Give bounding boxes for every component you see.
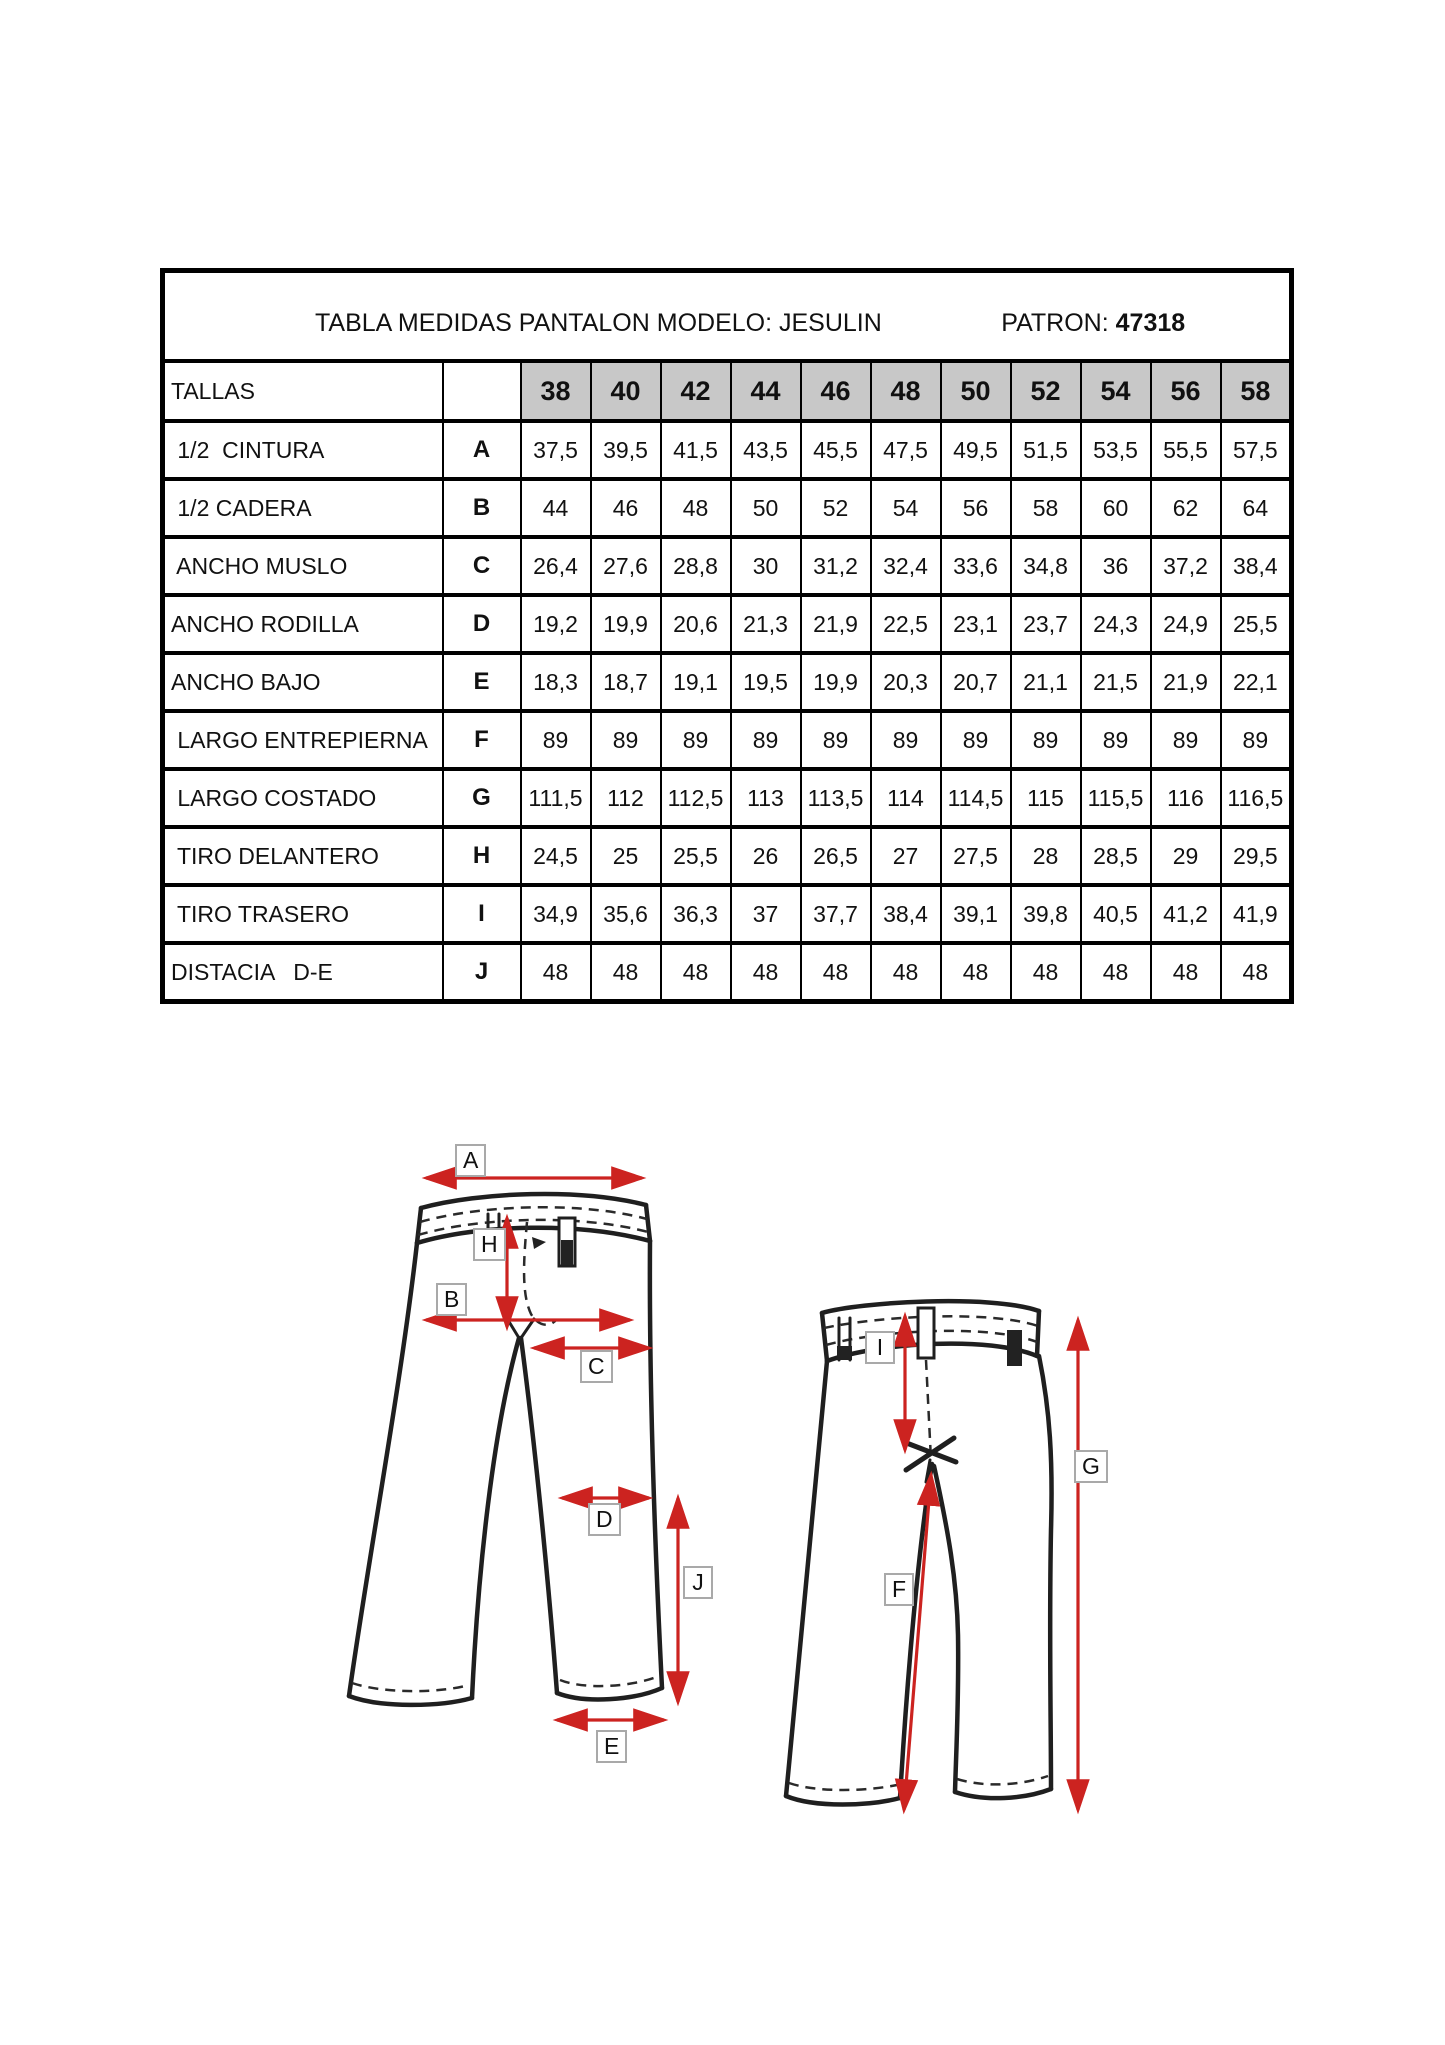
value-cell: 19,1 [661, 653, 731, 711]
value-cell: 48 [591, 943, 661, 1002]
row-label: DISTACIA D-E [163, 943, 443, 1002]
size-header-cell: 46 [801, 361, 871, 421]
value-cell: 47,5 [871, 421, 941, 479]
row-letter: B [443, 479, 521, 537]
value-cell: 30 [731, 537, 801, 595]
value-cell: 52 [801, 479, 871, 537]
value-cell: 48 [941, 943, 1011, 1002]
patron-number: PATRON: 47318 [1001, 308, 1186, 337]
row-label: ANCHO RODILLA [163, 595, 443, 653]
measurement-row [163, 827, 1292, 885]
table-title: TABLA MEDIDAS PANTALON MODELO: JESULIN [315, 308, 882, 337]
diagram-label-a: A [455, 1144, 486, 1177]
value-cell: 48 [661, 479, 731, 537]
value-cell: 22,1 [1221, 653, 1292, 711]
value-cell: 19,2 [521, 595, 591, 653]
value-cell: 28 [1011, 827, 1081, 885]
empty-cell [443, 361, 521, 421]
value-cell: 21,3 [731, 595, 801, 653]
value-cell: 29 [1151, 827, 1221, 885]
value-cell: 89 [871, 711, 941, 769]
tallas-label: TALLAS [163, 361, 443, 421]
value-cell: 115,5 [1081, 769, 1151, 827]
value-cell: 49,5 [941, 421, 1011, 479]
value-cell: 56 [941, 479, 1011, 537]
value-cell: 19,9 [801, 653, 871, 711]
value-cell: 43,5 [731, 421, 801, 479]
diagram-label-c: C [580, 1350, 613, 1383]
row-letter: J [443, 943, 521, 1002]
value-cell: 89 [801, 711, 871, 769]
value-cell: 20,7 [941, 653, 1011, 711]
value-cell: 89 [591, 711, 661, 769]
value-cell: 64 [1221, 479, 1292, 537]
value-cell: 53,5 [1081, 421, 1151, 479]
value-cell: 41,9 [1221, 885, 1292, 943]
diagram-label-f: F [884, 1573, 914, 1606]
value-cell: 89 [941, 711, 1011, 769]
row-label: ANCHO BAJO [163, 653, 443, 711]
value-cell: 48 [521, 943, 591, 1002]
value-cell: 62 [1151, 479, 1221, 537]
value-cell: 33,6 [941, 537, 1011, 595]
value-cell: 48 [871, 943, 941, 1002]
value-cell: 31,2 [801, 537, 871, 595]
measurement-row [163, 421, 1292, 479]
value-cell: 27 [871, 827, 941, 885]
value-cell: 24,3 [1081, 595, 1151, 653]
value-cell: 25 [591, 827, 661, 885]
value-cell: 51,5 [1011, 421, 1081, 479]
value-cell: 48 [801, 943, 871, 1002]
row-label: TIRO TRASERO [163, 885, 443, 943]
value-cell: 23,7 [1011, 595, 1081, 653]
value-cell: 20,6 [661, 595, 731, 653]
diagram-label-d: D [588, 1503, 621, 1536]
value-cell: 45,5 [801, 421, 871, 479]
value-cell: 58 [1011, 479, 1081, 537]
row-label: ANCHO MUSLO [163, 537, 443, 595]
value-cell: 24,9 [1151, 595, 1221, 653]
measurement-row [163, 537, 1292, 595]
row-label: LARGO COSTADO [163, 769, 443, 827]
value-cell: 26,4 [521, 537, 591, 595]
row-letter: A [443, 421, 521, 479]
size-header-cell: 38 [521, 361, 591, 421]
value-cell: 25,5 [1221, 595, 1292, 653]
value-cell: 89 [1151, 711, 1221, 769]
value-cell: 46 [591, 479, 661, 537]
diagram-label-j: J [683, 1566, 713, 1599]
diagram-label-e: E [596, 1730, 627, 1763]
diagram-label-g: G [1074, 1450, 1108, 1483]
diagram-label-h: H [473, 1228, 506, 1261]
value-cell: 48 [1151, 943, 1221, 1002]
value-cell: 48 [1011, 943, 1081, 1002]
value-cell: 89 [521, 711, 591, 769]
value-cell: 89 [1221, 711, 1292, 769]
row-label: LARGO ENTREPIERNA [163, 711, 443, 769]
value-cell: 28,5 [1081, 827, 1151, 885]
value-cell: 112,5 [661, 769, 731, 827]
value-cell: 111,5 [521, 769, 591, 827]
size-header-cell: 52 [1011, 361, 1081, 421]
value-cell: 48 [1221, 943, 1292, 1002]
value-cell: 113,5 [801, 769, 871, 827]
value-cell: 27,5 [941, 827, 1011, 885]
value-cell: 36 [1081, 537, 1151, 595]
value-cell: 18,7 [591, 653, 661, 711]
row-letter: C [443, 537, 521, 595]
value-cell: 27,6 [591, 537, 661, 595]
value-cell: 39,5 [591, 421, 661, 479]
measurement-row [163, 943, 1292, 1002]
value-cell: 89 [731, 711, 801, 769]
row-label: TIRO DELANTERO [163, 827, 443, 885]
value-cell: 35,6 [591, 885, 661, 943]
value-cell: 38,4 [871, 885, 941, 943]
measurement-row [163, 769, 1292, 827]
value-cell: 114 [871, 769, 941, 827]
value-cell: 37,2 [1151, 537, 1221, 595]
value-cell: 37,7 [801, 885, 871, 943]
size-header-cell: 56 [1151, 361, 1221, 421]
value-cell: 37,5 [521, 421, 591, 479]
size-header-cell: 54 [1081, 361, 1151, 421]
size-header-cell: 40 [591, 361, 661, 421]
value-cell: 21,9 [801, 595, 871, 653]
value-cell: 21,9 [1151, 653, 1221, 711]
value-cell: 89 [661, 711, 731, 769]
value-cell: 48 [661, 943, 731, 1002]
value-cell: 50 [731, 479, 801, 537]
pants-drawing [250, 1130, 1170, 1845]
value-cell: 28,8 [661, 537, 731, 595]
measurement-row [163, 885, 1292, 943]
row-letter: I [443, 885, 521, 943]
value-cell: 24,5 [521, 827, 591, 885]
size-header-cell: 50 [941, 361, 1011, 421]
value-cell: 39,1 [941, 885, 1011, 943]
value-cell: 36,3 [661, 885, 731, 943]
value-cell: 39,8 [1011, 885, 1081, 943]
value-cell: 21,1 [1011, 653, 1081, 711]
value-cell: 23,1 [941, 595, 1011, 653]
value-cell: 26 [731, 827, 801, 885]
sizes-header-row [163, 361, 1292, 421]
pants-diagram [250, 1130, 1170, 1845]
value-cell: 116 [1151, 769, 1221, 827]
value-cell: 114,5 [941, 769, 1011, 827]
title-cell [163, 271, 1292, 362]
value-cell: 41,2 [1151, 885, 1221, 943]
value-cell: 115 [1011, 769, 1081, 827]
value-cell: 116,5 [1221, 769, 1292, 827]
value-cell: 41,5 [661, 421, 731, 479]
value-cell: 34,9 [521, 885, 591, 943]
pants-back-drawing [786, 1301, 1052, 1804]
value-cell: 26,5 [801, 827, 871, 885]
row-label: 1/2 CADERA [163, 479, 443, 537]
value-cell: 32,4 [871, 537, 941, 595]
measurement-arrows [426, 1178, 1078, 1810]
value-cell: 57,5 [1221, 421, 1292, 479]
value-cell: 20,3 [871, 653, 941, 711]
value-cell: 38,4 [1221, 537, 1292, 595]
value-cell: 113 [731, 769, 801, 827]
title-row [163, 271, 1292, 362]
diagram-label-i: I [865, 1331, 895, 1364]
value-cell: 48 [1081, 943, 1151, 1002]
size-header-cell: 48 [871, 361, 941, 421]
value-cell: 29,5 [1221, 827, 1292, 885]
row-letter: E [443, 653, 521, 711]
value-cell: 55,5 [1151, 421, 1221, 479]
measurement-row [163, 711, 1292, 769]
value-cell: 89 [1081, 711, 1151, 769]
size-header-cell: 42 [661, 361, 731, 421]
value-cell: 54 [871, 479, 941, 537]
value-cell: 19,5 [731, 653, 801, 711]
value-cell: 40,5 [1081, 885, 1151, 943]
value-cell: 25,5 [661, 827, 731, 885]
row-letter: G [443, 769, 521, 827]
measurement-row [163, 653, 1292, 711]
value-cell: 19,9 [591, 595, 661, 653]
value-cell: 44 [521, 479, 591, 537]
value-cell: 21,5 [1081, 653, 1151, 711]
value-cell: 48 [731, 943, 801, 1002]
value-cell: 37 [731, 885, 801, 943]
value-cell: 34,8 [1011, 537, 1081, 595]
value-cell: 22,5 [871, 595, 941, 653]
value-cell: 112 [591, 769, 661, 827]
value-cell: 60 [1081, 479, 1151, 537]
measurement-row [163, 479, 1292, 537]
value-cell: 18,3 [521, 653, 591, 711]
row-letter: H [443, 827, 521, 885]
measurement-row [163, 595, 1292, 653]
row-label: 1/2 CINTURA [163, 421, 443, 479]
value-cell: 89 [1011, 711, 1081, 769]
diagram-label-b: B [436, 1283, 467, 1316]
size-header-cell: 58 [1221, 361, 1292, 421]
measurement-table [160, 268, 1294, 1004]
row-letter: D [443, 595, 521, 653]
size-header-cell: 44 [731, 361, 801, 421]
row-letter: F [443, 711, 521, 769]
